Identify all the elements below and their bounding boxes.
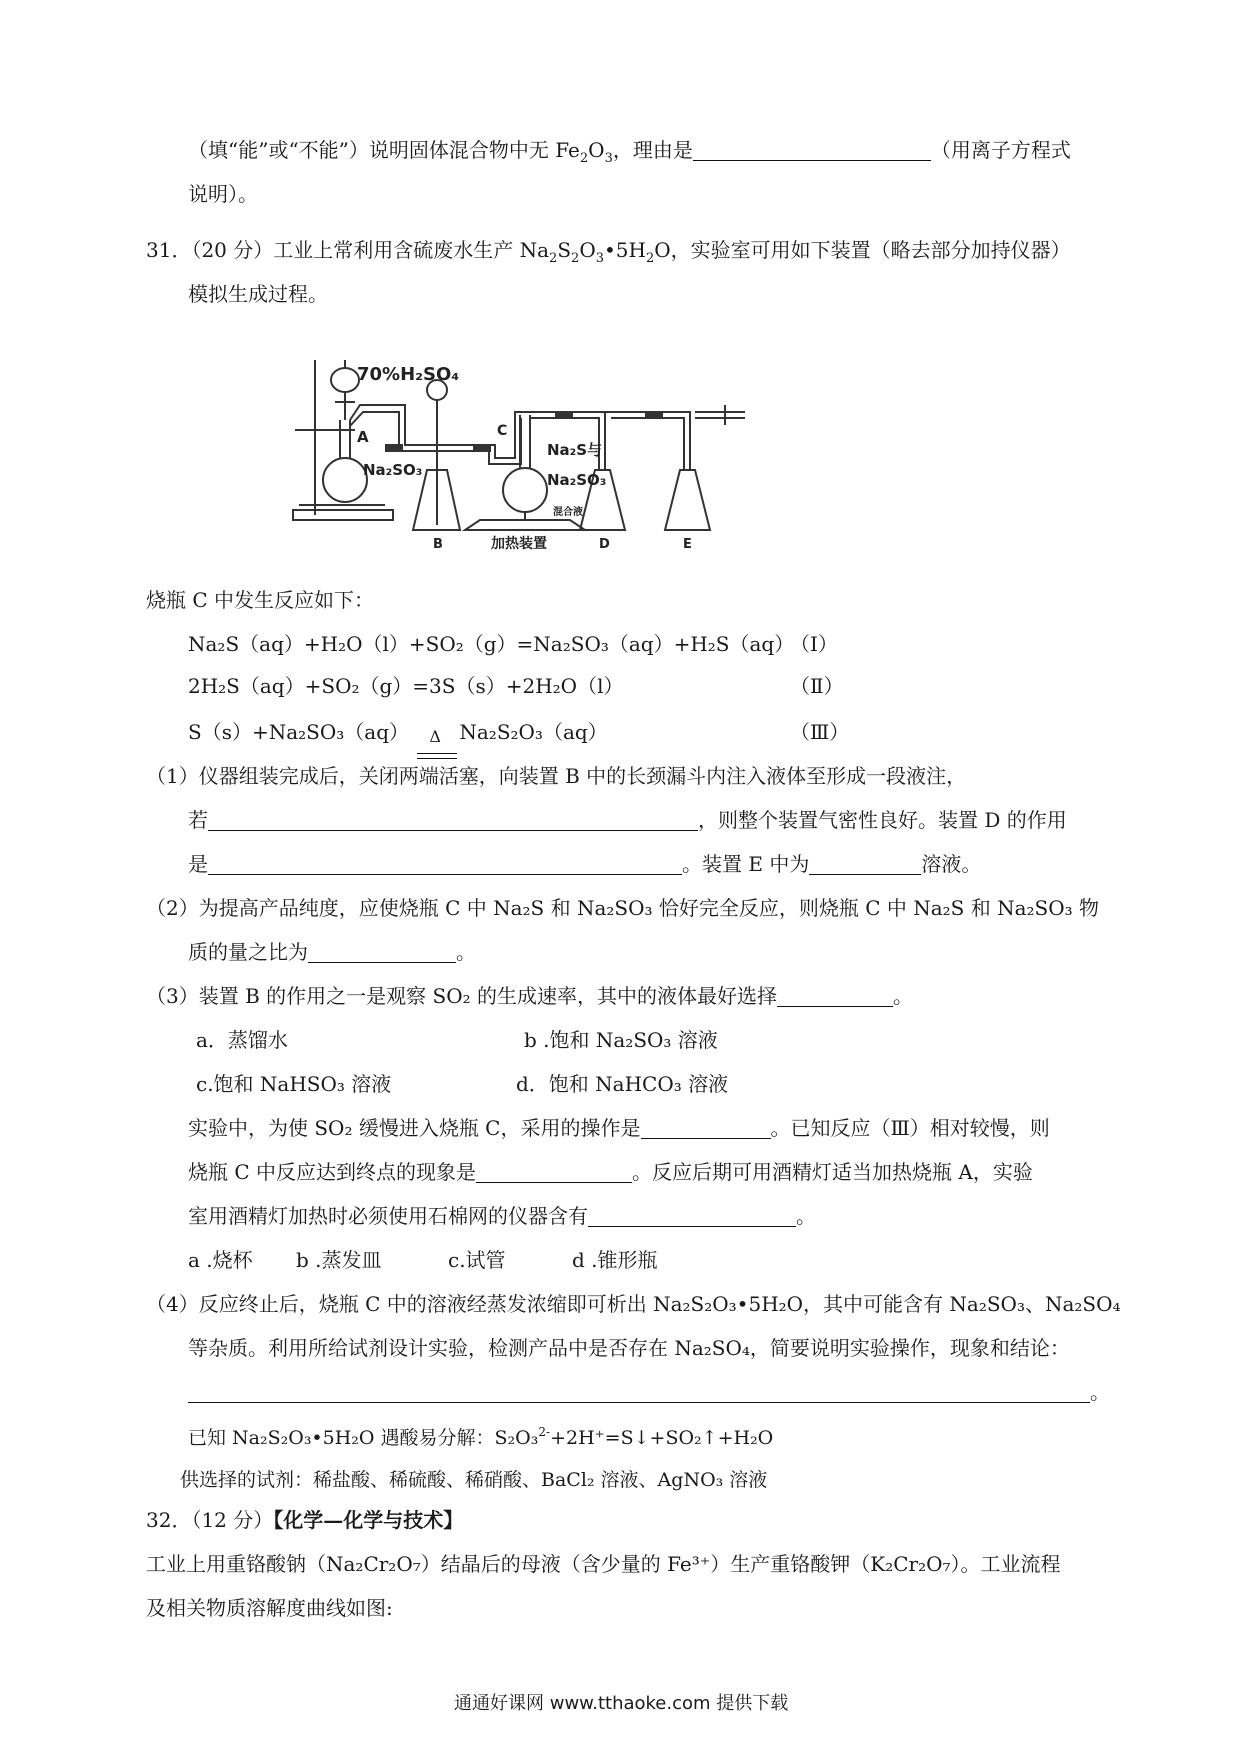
option2-b: b .蒸发皿 bbox=[296, 1248, 382, 1272]
reactions-intro: 烧瓶 C 中发生反应如下： bbox=[146, 588, 375, 612]
p3-l1-b: 。 bbox=[892, 984, 913, 1008]
known-a: 已知 Na₂S₂O₃•5H₂O 遇酸易分解：S₂O₃ bbox=[188, 1427, 539, 1449]
rubber-connector bbox=[385, 444, 403, 452]
eq3-left: S（s）+Na₂SO₃（aq） bbox=[188, 720, 410, 744]
answer-blank[interactable] bbox=[308, 940, 456, 963]
label-mix1: Na₂S与 bbox=[547, 441, 603, 459]
flask-e bbox=[665, 470, 710, 530]
label-d: D bbox=[599, 537, 610, 550]
label-mix2: Na₂SO₃ bbox=[547, 471, 607, 489]
option2-c: c.试管 bbox=[448, 1248, 506, 1272]
q31-header bbox=[146, 236, 1071, 268]
sup: 2- bbox=[538, 1425, 551, 1439]
answer-blank[interactable] bbox=[188, 1380, 1090, 1403]
part4-line2: 等杂质。利用所给试剂设计实验，检测产品中是否存在 Na₂SO₄，简要说明实验操作，现象和结论： bbox=[188, 1336, 1070, 1360]
q31-header-line2: 模拟生成过程。 bbox=[188, 282, 328, 306]
label-b: B bbox=[433, 537, 443, 550]
part4-line1: （4）反应终止后，烧瓶 C 中的溶液经蒸发浓缩即可析出 Na₂S₂O₃•5H₂O，其中可能含有 Na₂SO₃、Na₂SO₄ bbox=[146, 1292, 1121, 1316]
p3-l4-a: 实验中，为使 SO₂ 缓慢进入烧瓶 C，采用的操作是 bbox=[188, 1116, 641, 1140]
part3-line6 bbox=[188, 1202, 816, 1230]
option-a: a．蒸馏水 bbox=[196, 1028, 288, 1052]
p3-l4-b: 。已知反应（Ⅲ）相对较慢，则 bbox=[770, 1116, 1050, 1140]
answer-blank[interactable] bbox=[641, 1116, 771, 1139]
sub: 2 bbox=[571, 251, 580, 266]
known-b: +2H⁺=S↓+SO₂↑+H₂O bbox=[550, 1427, 774, 1449]
part1-line3 bbox=[188, 850, 981, 878]
q31-head-b: S bbox=[557, 238, 572, 262]
option-c: c.饱和 NaHSO₃ 溶液 bbox=[196, 1072, 392, 1096]
option2-a: a .烧杯 bbox=[188, 1248, 253, 1272]
q30-text-c: ，理由是 bbox=[612, 138, 693, 162]
q30-text-b: O bbox=[588, 138, 605, 162]
part2-line1: （2）为提高产品纯度，应使烧瓶 C 中 Na₂S 和 Na₂SO₃ 恰好完全反应，则烧瓶 C 中 Na₂S 和 Na₂SO₃ 物 bbox=[146, 896, 1100, 920]
p1-l3-a: 是 bbox=[188, 852, 208, 876]
q30-text-a: （填“能”或“不能”）说明固体混合物中无 Fe bbox=[188, 138, 580, 162]
label-heater: 加热装置 bbox=[491, 536, 547, 550]
p1-l3-b: 。装置 E 中为 bbox=[682, 852, 810, 876]
page-footer: 通通好课网 www.tthaoke.com 提供下载 bbox=[454, 1693, 789, 1714]
p1-l2-b: ，则整个装置气密性良好。装置 D 的作用 bbox=[698, 808, 1067, 832]
label-c: C bbox=[497, 423, 508, 439]
q32-line1: 工业上用重铬酸钠（Na₂Cr₂O₇）结晶后的母液（含少量的 Fe³⁺）生产重铬酸钾（K₂Cr₂O₇）。工业流程 bbox=[146, 1552, 1061, 1576]
sub: 2 bbox=[645, 251, 655, 266]
equation-3-number: （Ⅲ） bbox=[790, 720, 850, 744]
p1-l2-a: 若 bbox=[188, 808, 208, 832]
sub: 2 bbox=[579, 151, 589, 166]
flask-c bbox=[503, 468, 547, 512]
option2-d: d .锥形瓶 bbox=[572, 1248, 658, 1272]
p3-l5-b: 。反应后期可用酒精灯适当加热烧瓶 A，实验 bbox=[632, 1160, 1033, 1184]
part1-line2 bbox=[188, 806, 1067, 834]
sub: 3 bbox=[604, 151, 613, 166]
part2-line2 bbox=[188, 938, 476, 966]
answer-blank[interactable] bbox=[588, 1204, 796, 1227]
stand-base bbox=[293, 510, 393, 520]
answer-blank[interactable] bbox=[809, 852, 921, 875]
sub: 3 bbox=[595, 251, 604, 266]
equation-1-number: （Ⅰ） bbox=[790, 632, 838, 656]
p3-l6-b: 。 bbox=[796, 1204, 816, 1228]
part3-line1 bbox=[146, 982, 913, 1010]
label-a: A bbox=[357, 428, 369, 446]
label-e: E bbox=[683, 537, 692, 550]
part1-line1: （1）仪器组装完成后，关闭两端活塞，向装置 B 中的长颈漏斗内注入液体至形成一段液注， bbox=[146, 764, 967, 788]
option-b: b .饱和 Na₂SO₃ 溶液 bbox=[524, 1028, 718, 1052]
answer-blank[interactable] bbox=[777, 984, 893, 1007]
equation-2-number: （Ⅱ） bbox=[790, 674, 844, 698]
equation-1: Na₂S（aq）+H₂O（l）+SO₂（g）=Na₂SO₃（aq）+H₂S（aq） bbox=[188, 632, 795, 656]
answer-blank[interactable] bbox=[476, 1160, 632, 1183]
reagents-list: 供选择的试剂：稀盐酸、稀硫酸、稀硝酸、BaCl₂ 溶液、AgNO₃ 溶液 bbox=[180, 1469, 768, 1491]
q31-head-a: 31．（20 分）工业上常利用含硫废水生产 Na bbox=[146, 238, 550, 262]
answer-blank[interactable] bbox=[208, 852, 682, 875]
p1-l3-c: 溶液。 bbox=[921, 852, 982, 876]
p3-l5-a: 烧瓶 C 中反应达到终点的现象是 bbox=[188, 1160, 477, 1184]
eq3-right: Na₂S₂O₃（aq） bbox=[459, 720, 608, 744]
p2-l2-b: 。 bbox=[456, 940, 476, 964]
part4-line3 bbox=[188, 1378, 1110, 1406]
sub: 2 bbox=[549, 251, 558, 266]
part3-line4 bbox=[188, 1114, 1050, 1142]
dropping-funnel bbox=[331, 368, 359, 392]
known-info bbox=[188, 1424, 773, 1454]
option-d: d．饱和 NaHCO₃ 溶液 bbox=[516, 1072, 729, 1096]
q32-header bbox=[146, 1506, 463, 1534]
q31-head-e: O，实验室可用如下装置（略去部分加持仪器） bbox=[654, 238, 1071, 262]
q31-head-c: O bbox=[579, 238, 596, 262]
answer-blank[interactable] bbox=[208, 808, 698, 831]
answer-blank[interactable] bbox=[693, 138, 931, 161]
p4-l3-end: 。 bbox=[1090, 1380, 1110, 1404]
q32-head-a: 32．（12 分） bbox=[146, 1508, 274, 1532]
apparatus-diagram bbox=[285, 350, 845, 550]
q30-line2: 说明）。 bbox=[188, 182, 258, 206]
p3-l1-a: （3）装置 B 的作用之一是观察 SO₂ 的生成速率，其中的液体最好选择 bbox=[146, 984, 777, 1008]
acid-label: 70%H₂SO₄ bbox=[357, 364, 460, 385]
q30-text-d: （用离子方程式 bbox=[930, 138, 1071, 162]
q32-line2: 及相关物质溶解度曲线如图: bbox=[146, 1596, 393, 1620]
equation-3 bbox=[188, 718, 608, 746]
equation-2: 2H₂S（aq）+SO₂（g）=3S（s）+2H₂O（l） bbox=[188, 674, 624, 698]
p2-l2-a: 质的量之比为 bbox=[188, 940, 308, 964]
q31-head-d: •5H bbox=[604, 238, 646, 262]
heater bbox=[465, 520, 585, 530]
p3-l6-a: 室用酒精灯加热时必须使用石棉网的仪器含有 bbox=[188, 1204, 588, 1228]
label-mixliquid: 混合液 bbox=[553, 507, 583, 518]
delta-sign: Δ bbox=[429, 727, 441, 746]
q32-head-b: 【化学—化学与技术】 bbox=[273, 1508, 464, 1532]
flask-a bbox=[323, 458, 367, 502]
q30-line1 bbox=[188, 136, 1071, 168]
part3-line5 bbox=[188, 1158, 1033, 1186]
label-na2so3: Na₂SO₃ bbox=[363, 461, 423, 479]
